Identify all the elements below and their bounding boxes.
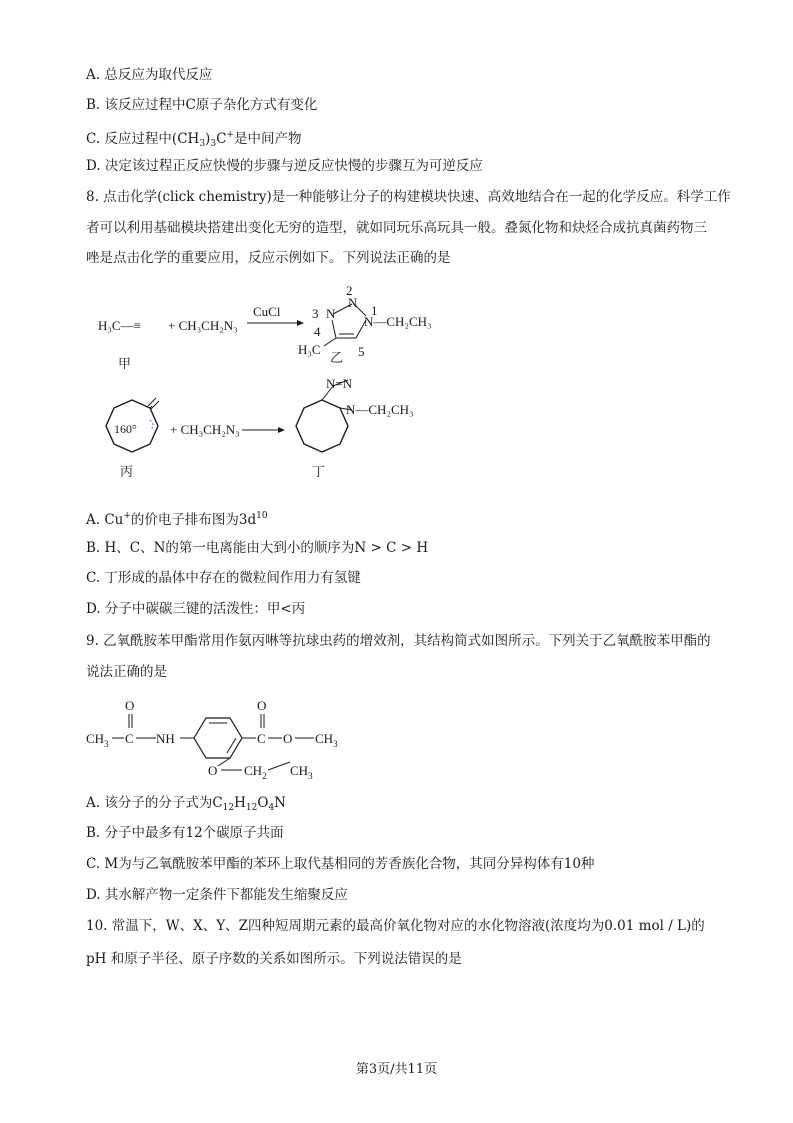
ethoxy-ch3: $CH_3$ bbox=[290, 763, 313, 781]
num-1: 1 bbox=[371, 303, 378, 318]
methyl-ester-ch3: $CH_3$ bbox=[315, 731, 338, 749]
ester-carbonyl-o: O bbox=[257, 698, 267, 713]
ester-c: C bbox=[257, 731, 266, 746]
q7-option-b: B. 该反应过程中C原子杂化方式有变化 bbox=[86, 97, 318, 113]
label-yi: 乙 bbox=[330, 350, 344, 365]
num-4: 4 bbox=[314, 324, 321, 339]
ring-n2: N bbox=[348, 295, 358, 310]
reactant-jia: H₃C—≡ bbox=[98, 318, 141, 333]
ding-n-substituent: N—CH₂CH₃ bbox=[346, 402, 414, 417]
click-reaction-scheme bbox=[90, 280, 510, 490]
q8-stem-line2: 者可以利用基础模块搭建出变化无穷的造型，就如同玩乐高玩具一般。叠氮化物和炔烃合成抗真菌药物三 bbox=[86, 220, 707, 236]
q9-option-b: B. 分子中最多有12个碳原子共面 bbox=[86, 825, 284, 841]
bond-angle-160: 160° bbox=[114, 422, 137, 436]
page-footer: 第3页/共11页 bbox=[355, 1062, 438, 1077]
q7-option-d: D. 决定该过程正反应快慢的步骤与逆反应快慢的步骤互为可逆反应 bbox=[86, 158, 483, 174]
label-ding: 丁 bbox=[312, 464, 326, 479]
q8-option-a: A. Cu+的价电子排布图为$3d^{10}$ bbox=[86, 511, 268, 528]
num-5: 5 bbox=[358, 344, 365, 359]
q8-stem-line1: 8. 点击化学(click chemistry)是一种能够让分子的构建模块快速、高效地结合在一起的化学反应。科学工作 bbox=[86, 189, 731, 205]
label-jia: 甲 bbox=[118, 356, 132, 371]
q10-stem-line2: pH 和原子半径、原子序数的关系如图所示。下列说法错误的是 bbox=[86, 951, 462, 967]
carbonyl-c-left: C bbox=[125, 731, 134, 746]
q8-option-b: B. H、C、N的第一电离能由大到小的顺序为N > C > H bbox=[86, 540, 429, 556]
plus-azide-1: + CH₃CH₂N₃ bbox=[168, 318, 238, 333]
catalyst-label: CuCl bbox=[253, 304, 281, 319]
ester-o: O bbox=[283, 731, 293, 746]
amide-nh: NH bbox=[156, 731, 175, 746]
num-3: 3 bbox=[312, 306, 319, 321]
q7-option-c: C. 反应过程中$(CH_3)_3C^+$是中间产物 bbox=[86, 130, 302, 149]
q8-stem-line3: 唑是点击化学的重要应用，反应示例如下。下列说法正确的是 bbox=[86, 250, 451, 266]
ethoxy-ch2: $CH_2$ bbox=[244, 763, 267, 781]
ring-n1-substituent: N—CH₂CH₃ bbox=[364, 314, 432, 329]
label-bing: 丙 bbox=[120, 464, 134, 479]
ethopabate-structure bbox=[84, 694, 374, 784]
plus-azide-2: + CH₃CH₂N₃ bbox=[170, 422, 240, 437]
q9-option-d: D. 其水解产物一定条件下都能发生缩聚反应 bbox=[86, 887, 348, 903]
q8-option-c: C. 丁形成的晶体中存在的微粒间作用力有氢键 bbox=[86, 570, 361, 586]
acetyl-ch3: $CH_3$ bbox=[86, 731, 109, 749]
q9-option-a: A. 该分子的分子式为$C_{12}H_{12}O_4N$ bbox=[86, 795, 286, 813]
q9-stem-line2: 说法正确的是 bbox=[86, 664, 167, 680]
ethoxy-o: O bbox=[208, 763, 218, 778]
q9-option-c: C. M为与乙氧酰胺苯甲酯的苯环上取代基相同的芳香族化合物，其同分异构体有10种 bbox=[86, 856, 595, 872]
carbonyl-o-left: O bbox=[125, 698, 135, 713]
methyl-h3c: H₃C bbox=[298, 342, 321, 357]
num-2: 2 bbox=[346, 283, 353, 298]
q8-option-d: D. 分子中碳碳三键的活泼性：甲<丙 bbox=[86, 601, 306, 617]
q7-option-a: A. 总反应为取代反应 bbox=[86, 67, 213, 83]
q10-stem-line1: 10. 常温下，W、X、Y、Z四种短周期元素的最高价氧化物对应的水化物溶液(浓度均为0.01 mol / L)的 bbox=[86, 918, 705, 934]
ding-n-eq-n: N=N bbox=[326, 376, 353, 391]
q9-stem-line1: 9. 乙氧酰胺苯甲酯常用作氨丙啉等抗球虫药的增效剂，其结构简式如图所示。下列关于乙氧酰胺苯甲酯的 bbox=[86, 633, 711, 649]
ring-n3: N bbox=[326, 306, 336, 321]
